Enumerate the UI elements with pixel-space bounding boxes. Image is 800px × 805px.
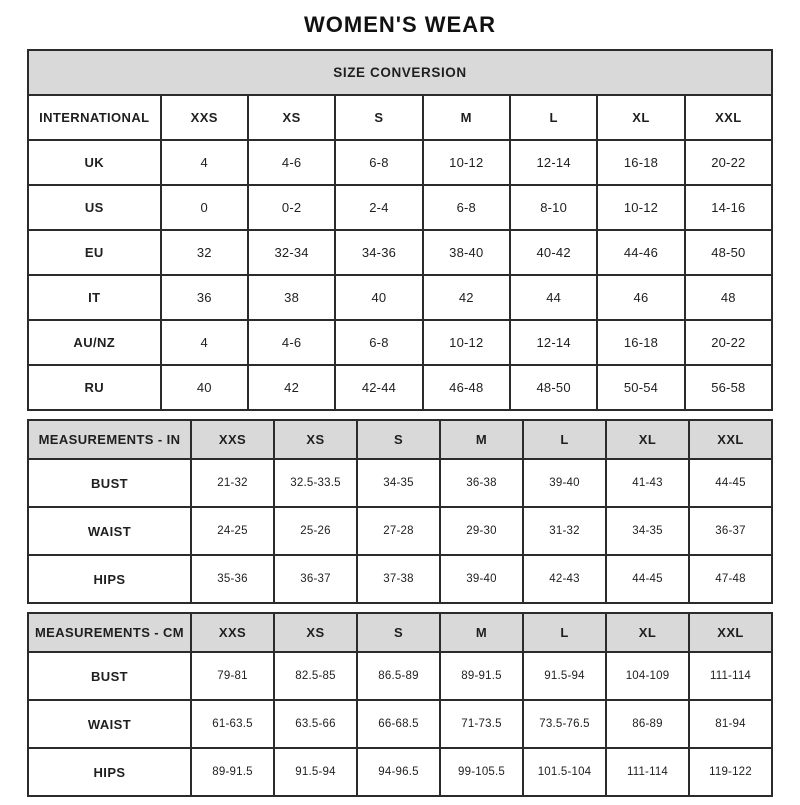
value-cell: 42	[247, 364, 334, 409]
column-header: L	[522, 421, 605, 458]
value-cell: 86-89	[605, 699, 688, 747]
table-row	[29, 139, 771, 184]
table-row	[29, 699, 771, 747]
value-cell: 4	[160, 319, 247, 364]
value-cell: 42-43	[522, 554, 605, 602]
value-cell: 38	[247, 274, 334, 319]
value-cell: 21-32	[190, 458, 273, 506]
value-cell: 10-12	[596, 184, 683, 229]
value-cell: 48-50	[684, 229, 771, 274]
value-cell: 36-38	[439, 458, 522, 506]
value-cell: 71-73.5	[439, 699, 522, 747]
value-cell: 34-35	[605, 506, 688, 554]
value-cell: 20-22	[684, 319, 771, 364]
measurements-cm-table	[27, 612, 773, 797]
column-header: XXS	[190, 614, 273, 651]
measurements-in-table	[27, 419, 773, 604]
table-row	[29, 364, 771, 409]
table-title-measurements_cm: MEASUREMENTS - CM	[29, 614, 190, 651]
value-cell: 12-14	[509, 319, 596, 364]
table-row	[29, 458, 771, 506]
value-cell: 44-46	[596, 229, 683, 274]
page-title: WOMEN'S WEAR	[304, 12, 496, 37]
value-cell: 27-28	[356, 506, 439, 554]
value-cell: 8-10	[509, 184, 596, 229]
column-header: XXS	[160, 94, 247, 139]
column-header: S	[334, 94, 421, 139]
value-cell: 111-114	[605, 747, 688, 795]
value-cell: 50-54	[596, 364, 683, 409]
column-header: XS	[273, 614, 356, 651]
value-cell: 35-36	[190, 554, 273, 602]
value-cell: 4-6	[247, 139, 334, 184]
row-label: BUST	[29, 651, 190, 699]
value-cell: 29-30	[439, 506, 522, 554]
value-cell: 32.5-33.5	[273, 458, 356, 506]
value-cell: 34-36	[334, 229, 421, 274]
size-conversion-table	[27, 49, 773, 411]
column-header: XL	[605, 421, 688, 458]
value-cell: 46-48	[422, 364, 509, 409]
value-cell: 79-81	[190, 651, 273, 699]
value-cell: 42-44	[334, 364, 421, 409]
value-cell: 44	[509, 274, 596, 319]
value-cell: 101.5-104	[522, 747, 605, 795]
row-label: HIPS	[29, 747, 190, 795]
value-cell: 46	[596, 274, 683, 319]
value-cell: 94-96.5	[356, 747, 439, 795]
table-title-measurements_in: MEASUREMENTS - IN	[29, 421, 190, 458]
size-chart-page	[27, 0, 773, 797]
value-cell: 32-34	[247, 229, 334, 274]
value-cell: 119-122	[688, 747, 771, 795]
row-label: BUST	[29, 458, 190, 506]
value-cell: 44-45	[605, 554, 688, 602]
value-cell: 40-42	[509, 229, 596, 274]
value-cell: 10-12	[422, 319, 509, 364]
value-cell: 39-40	[439, 554, 522, 602]
row-label: EU	[29, 229, 160, 274]
value-cell: 12-14	[509, 139, 596, 184]
value-cell: 0	[160, 184, 247, 229]
value-cell: 39-40	[522, 458, 605, 506]
value-cell: 37-38	[356, 554, 439, 602]
value-cell: 0-2	[247, 184, 334, 229]
row-label: RU	[29, 364, 160, 409]
value-cell: 56-58	[684, 364, 771, 409]
table-row	[29, 184, 771, 229]
value-cell: 91.5-94	[522, 651, 605, 699]
table-row	[29, 747, 771, 795]
column-header: XS	[247, 94, 334, 139]
value-cell: 41-43	[605, 458, 688, 506]
value-cell: 24-25	[190, 506, 273, 554]
table-row	[29, 274, 771, 319]
value-cell: 36-37	[273, 554, 356, 602]
value-cell: 6-8	[334, 139, 421, 184]
value-cell: 48	[684, 274, 771, 319]
column-header: XXL	[684, 94, 771, 139]
table-row	[29, 554, 771, 602]
value-cell: 104-109	[605, 651, 688, 699]
value-cell: 82.5-85	[273, 651, 356, 699]
table-row	[29, 229, 771, 274]
column-header: INTERNATIONAL	[29, 94, 160, 139]
value-cell: 44-45	[688, 458, 771, 506]
row-label: UK	[29, 139, 160, 184]
column-header: XS	[273, 421, 356, 458]
value-cell: 99-105.5	[439, 747, 522, 795]
value-cell: 6-8	[334, 319, 421, 364]
value-cell: 86.5-89	[356, 651, 439, 699]
value-cell: 66-68.5	[356, 699, 439, 747]
value-cell: 73.5-76.5	[522, 699, 605, 747]
value-cell: 10-12	[422, 139, 509, 184]
column-header: M	[439, 421, 522, 458]
value-cell: 38-40	[422, 229, 509, 274]
table-row	[29, 651, 771, 699]
value-cell: 81-94	[688, 699, 771, 747]
value-cell: 25-26	[273, 506, 356, 554]
row-label: IT	[29, 274, 160, 319]
table-row	[29, 319, 771, 364]
value-cell: 32	[160, 229, 247, 274]
column-header: XXL	[688, 614, 771, 651]
row-label: WAIST	[29, 506, 190, 554]
column-header: S	[356, 421, 439, 458]
value-cell: 61-63.5	[190, 699, 273, 747]
column-header: S	[356, 614, 439, 651]
column-header: XXL	[688, 421, 771, 458]
value-cell: 4-6	[247, 319, 334, 364]
column-header: L	[522, 614, 605, 651]
value-cell: 89-91.5	[439, 651, 522, 699]
row-label: WAIST	[29, 699, 190, 747]
value-cell: 6-8	[422, 184, 509, 229]
value-cell: 36-37	[688, 506, 771, 554]
value-cell: 16-18	[596, 319, 683, 364]
value-cell: 20-22	[684, 139, 771, 184]
column-header: M	[439, 614, 522, 651]
value-cell: 4	[160, 139, 247, 184]
column-header: XL	[596, 94, 683, 139]
table-title-size_conversion: SIZE CONVERSION	[29, 51, 771, 94]
value-cell: 34-35	[356, 458, 439, 506]
value-cell: 42	[422, 274, 509, 319]
row-label: AU/NZ	[29, 319, 160, 364]
header-row	[29, 94, 771, 139]
table-row	[29, 506, 771, 554]
value-cell: 36	[160, 274, 247, 319]
value-cell: 63.5-66	[273, 699, 356, 747]
header-row	[29, 421, 771, 458]
value-cell: 2-4	[334, 184, 421, 229]
value-cell: 40	[160, 364, 247, 409]
value-cell: 91.5-94	[273, 747, 356, 795]
value-cell: 16-18	[596, 139, 683, 184]
row-label: US	[29, 184, 160, 229]
column-header: M	[422, 94, 509, 139]
value-cell: 40	[334, 274, 421, 319]
value-cell: 47-48	[688, 554, 771, 602]
value-cell: 31-32	[522, 506, 605, 554]
column-header: XL	[605, 614, 688, 651]
value-cell: 111-114	[688, 651, 771, 699]
value-cell: 89-91.5	[190, 747, 273, 795]
header-row	[29, 614, 771, 651]
column-header: L	[509, 94, 596, 139]
column-header: XXS	[190, 421, 273, 458]
value-cell: 48-50	[509, 364, 596, 409]
value-cell: 14-16	[684, 184, 771, 229]
row-label: HIPS	[29, 554, 190, 602]
